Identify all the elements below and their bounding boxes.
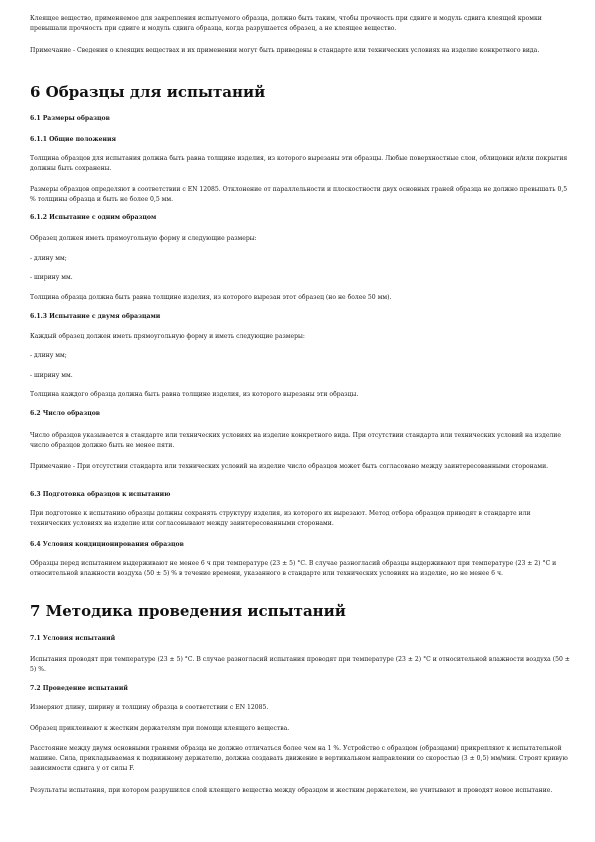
paragraph: Расстояние между двумя основными гранями образца не должно отличаться более чем на 1 %. Устройство с образцом (образцами) прикрепляют к испытательной машине. Сила, прикладываемая к подвижному держателю, должна создавать движение в вертикальном направлении со скоростью (3 ± 0,5) мм/мин. Строят кривую зависимости сдвига у от силы F. (30, 745, 568, 772)
subsection-heading: 7.1 Условия испытаний (30, 635, 116, 642)
paragraph: Примечание - Сведения о клеящих веществах и их применении могут быть приведены в стандарте или технических условиях на изделие конкретного вида. (30, 47, 540, 54)
paragraph: Испытания проводят при температуре (23 ± 5) °С. В случае разногласий испытания проводят при температуре (23 ± 2) °С и относительной влажности воздуха (50 ± 5) %. (30, 656, 570, 673)
paragraph: Результаты испытания, при котором разрушился слой клеящего вещества между образцом и жестким держателем, не учитывают и проводят новое испытание. (30, 787, 553, 794)
paragraph: Образцы перед испытанием выдерживают не менее 6 ч при температуре (23 ± 5) °С. В случае разногласий образцы выдерживают при температуре (23 ± 2) °С и относительной влажности воздуха (50 ± 5) % в течение времени, указанного в стандарте или технических условиях на изделие, но не менее 6 ч. (30, 560, 557, 577)
paragraph: Образец приклеивают к жестким держателям при помощи клеящего вещества. (30, 725, 290, 732)
paragraph: - ширину мм. (30, 274, 73, 281)
paragraph: Размеры образцов определяют в соответствии с EN 12085. Отклонение от параллельности и плоскостности двух основных граней образца не должно превышать 0,5 % толщины образца и быть не более 0,5 мм. (30, 186, 568, 203)
subsection-heading: 6.1.1 Общие положения (30, 136, 116, 143)
paragraph: Число образцов указывается в стандарте или технических условиях на изделие конкретного вида. При отсутствии стандарта или технических условий на изделие число образцов должно быть не менее пяти. (30, 432, 561, 449)
paragraph: - длину мм; (30, 255, 67, 262)
paragraph: Измеряют длину, ширину и толщину образца в соответствии с EN 12085. (30, 704, 269, 711)
paragraph: Образец должен иметь прямоугольную форму и следующие размеры: (30, 235, 257, 242)
paragraph: Толщина образцов для испытания должна быть равна толщине изделия, из которого вырезаны эти образцы. Любые поверхностные слои, облицовки и/или покрытия должны быть сохранены. (30, 155, 568, 172)
paragraph: Толщина образца должна быть равна толщине изделия, из которого вырезан этот образец (но не более 50 мм). (30, 294, 392, 301)
subsection-heading: 6.3 Подготовка образцов к испытанию (30, 491, 171, 498)
section-heading: 7 Методика проведения испытаний (30, 602, 346, 620)
paragraph: Примечание - При отсутствии стандарта или технических условий на изделие число образцов может быть согласовано между заинтересованными сторонами. (30, 463, 549, 470)
paragraph: Клеящее вещество, применяемое для закрепления испытуемого образца, должно быть таким, чтобы прочность при сдвиге и модуль сдвига клеящей кромки превышали прочность при сдвиге и модуль сдвига образца, когда разрушается образец, а не клеящее вещество. (30, 15, 542, 32)
subsection-heading: 6.1 Размеры образцов (30, 115, 110, 122)
paragraph: - ширину мм. (30, 372, 73, 379)
subsection-heading: 7.2 Проведение испытаний (30, 685, 128, 692)
subsection-heading: 6.4 Условия кондиционирования образцов (30, 541, 184, 548)
paragraph: Каждый образец должен иметь прямоугольную форму и иметь следующие размеры: (30, 333, 305, 340)
subsection-heading: 6.1.3 Испытание с двумя образцами (30, 313, 161, 320)
section-heading: 6 Образцы для испытаний (30, 83, 266, 101)
subsection-heading: 6.1.2 Испытание с одним образцом (30, 214, 157, 221)
subsection-heading: 6.2 Число образцов (30, 410, 101, 417)
paragraph: - длину мм; (30, 352, 67, 359)
paragraph: При подготовке к испытанию образцы должны сохранять структуру изделия, из которого их вырезают. Метод отбора образцов приводят в стандарте или технических условиях на изделие или согласовывают между заинтересованными сторонами. (30, 510, 531, 527)
paragraph: Толщина каждого образца должна быть равна толщине изделия, из которого вырезаны эти образцы. (30, 391, 359, 398)
